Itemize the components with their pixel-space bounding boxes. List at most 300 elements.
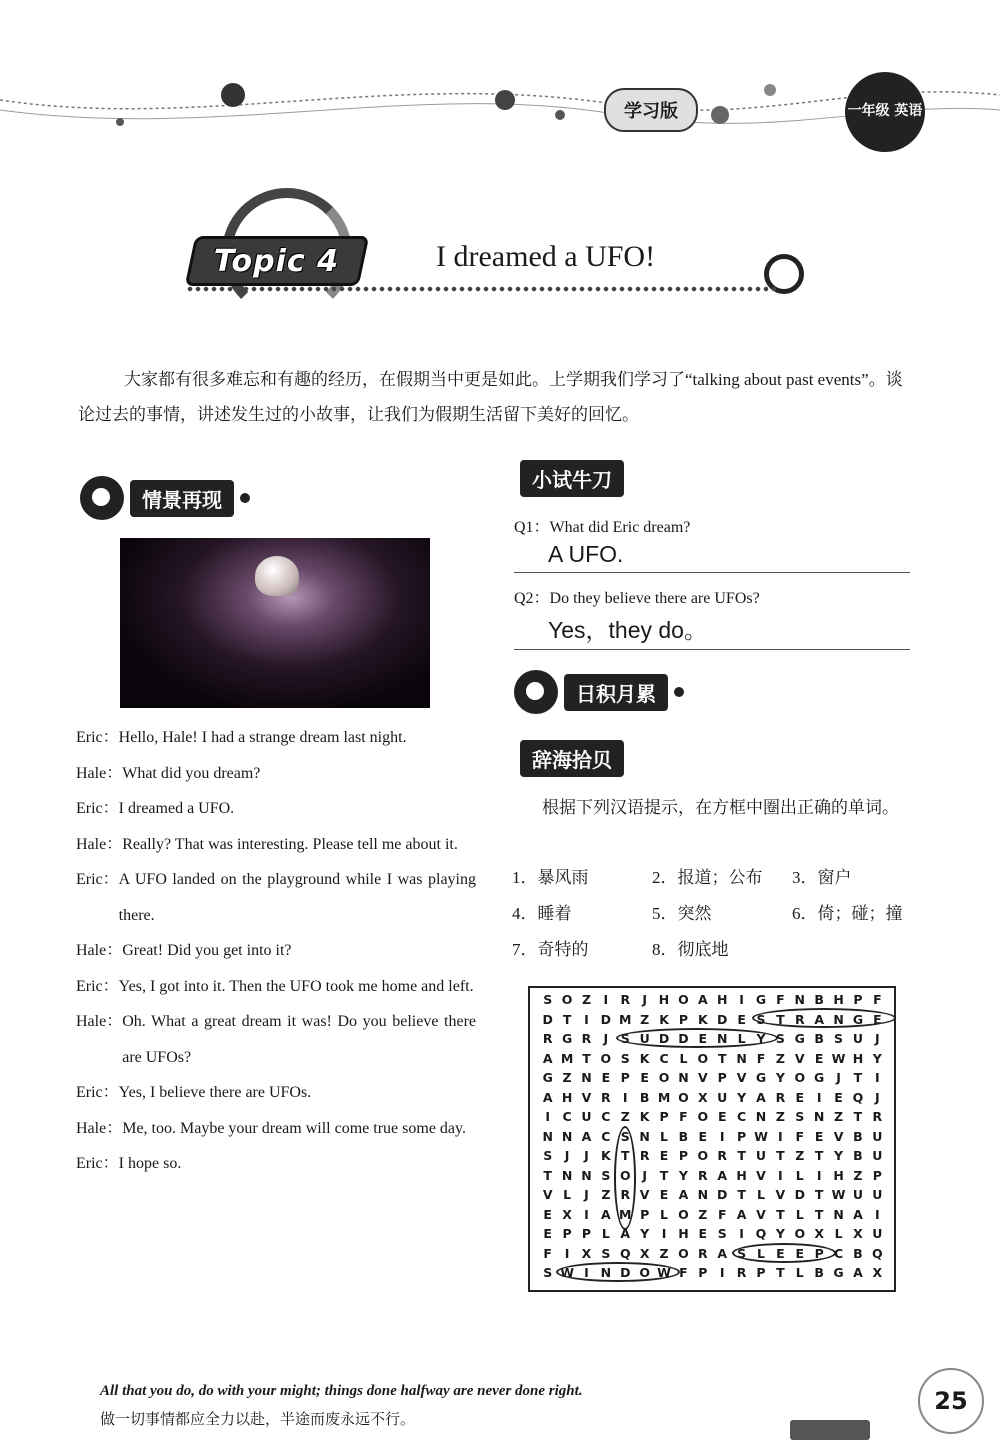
section-vocab-label: 辞海拾贝: [520, 740, 624, 777]
grid-letter: Z: [601, 1187, 611, 1202]
grid-letter: R: [775, 1089, 786, 1105]
grid-letter: L: [795, 1167, 804, 1183]
vocab-item: 2．报道；公布: [652, 868, 763, 887]
grid-letter: Z: [562, 1070, 572, 1085]
dialogue-line: [76, 862, 476, 933]
grid-letter: A: [756, 1089, 766, 1105]
grid-letter: R: [717, 1148, 728, 1163]
grid-letter: P: [678, 1011, 689, 1027]
dialogue-line: [76, 791, 476, 827]
grid-letter: S: [717, 1226, 727, 1241]
question-2: [514, 585, 910, 650]
ufo-icon: [255, 556, 299, 596]
grid-letter: S: [543, 1265, 553, 1280]
grid-letter: I: [875, 1070, 880, 1085]
grid-letter: N: [833, 1206, 844, 1222]
grid-letter: B: [853, 1245, 863, 1261]
grid-letter: U: [852, 1187, 864, 1202]
vocab-list: [512, 860, 912, 968]
grid-letter: I: [739, 1226, 744, 1241]
grid-letter: E: [873, 1011, 882, 1027]
grid-letter: D: [620, 1265, 631, 1280]
grid-letter: R: [698, 1167, 708, 1183]
grid-letter: L: [679, 1050, 688, 1066]
grid-letter: M: [619, 1206, 632, 1222]
grid-letter: F: [543, 1245, 552, 1261]
grid-letter: P: [659, 1109, 669, 1124]
section-icon: [80, 476, 124, 520]
grid-letter: V: [794, 1050, 805, 1066]
grid-letter: I: [778, 1128, 783, 1144]
grid-letter: D: [658, 1031, 670, 1046]
grid-letter: X: [562, 1206, 572, 1222]
grid-letter: K: [639, 1109, 650, 1124]
grid-letter: H: [833, 992, 844, 1007]
topic-dotted-rule: [186, 286, 776, 292]
answer-circle-storm: [614, 1126, 636, 1230]
grid-letter: P: [853, 992, 863, 1007]
grid-letter: T: [814, 1206, 824, 1222]
grid-letter: Y: [872, 1050, 882, 1066]
grid-letter: S: [620, 1128, 630, 1144]
grid-letter: F: [756, 1050, 766, 1066]
footer-tab: [790, 1420, 870, 1440]
grid-letter: A: [853, 1265, 863, 1280]
dialogue-speaker: Eric：: [76, 977, 119, 995]
grid-letter: K: [697, 1011, 708, 1027]
grid-letter: N: [542, 1128, 553, 1144]
grid-letter: F: [679, 1265, 688, 1280]
grid-letter: T: [562, 1011, 572, 1027]
grid-letter: P: [756, 1265, 766, 1280]
grid-letter: I: [622, 1089, 628, 1105]
vocab-item: 7．奇特的: [512, 940, 589, 959]
grid-letter: F: [873, 992, 882, 1007]
grid-letter: E: [795, 1245, 805, 1261]
grid-letter: I: [778, 1167, 783, 1183]
grid-letter: H: [561, 1089, 573, 1105]
grid-letter: O: [639, 1265, 650, 1280]
dialogue-line: [76, 720, 476, 756]
grid-letter: J: [603, 1031, 609, 1046]
grid-letter: B: [853, 1148, 863, 1163]
grid-letter: P: [737, 1128, 747, 1144]
dialogue: [76, 720, 476, 1182]
grid-letter: S: [601, 1245, 611, 1261]
grid-letter: X: [581, 1245, 592, 1261]
vocab-row: [512, 860, 912, 896]
vocab-item: 4．睡着: [512, 904, 572, 923]
grid-letter: S: [756, 1011, 766, 1027]
grid-letter: A: [814, 1011, 824, 1027]
dialogue-speaker: Eric：: [76, 800, 119, 817]
grid-letter: J: [584, 1148, 589, 1163]
grid-row: [538, 1205, 887, 1225]
dialogue-speaker: Eric：: [76, 1155, 119, 1172]
dialogue-line: [76, 827, 476, 863]
grid-letter: H: [658, 992, 670, 1007]
grid-letter: L: [563, 1187, 572, 1202]
grid-letter: P: [678, 1148, 689, 1163]
grid-letter: E: [795, 1089, 805, 1105]
grid-letter: D: [678, 1031, 689, 1046]
dialogue-line: [76, 1146, 476, 1182]
grid-letter: X: [853, 1226, 863, 1241]
grid-letter: J: [642, 992, 647, 1007]
grid-letter: O: [678, 1089, 689, 1105]
grid-letter: R: [639, 1148, 650, 1163]
grid-letter: Z: [853, 1167, 863, 1183]
grid-letter: Y: [775, 1226, 785, 1241]
vocab-item: 6．倚；碰；撞: [792, 904, 903, 923]
vocab-row: [512, 932, 912, 968]
grid-letter: U: [872, 1226, 883, 1241]
grid-letter: Q: [872, 1245, 883, 1261]
dialogue-line: [76, 933, 476, 969]
footer-quote-zh: 做一切事情都应全力以赴，半途而废永远不行。: [100, 1412, 416, 1428]
grid-letter: L: [757, 1245, 765, 1261]
grid-letter: A: [601, 1206, 611, 1222]
grid-letter: L: [737, 1031, 746, 1046]
grid-letter: I: [584, 1265, 589, 1280]
section-practice-header: [514, 460, 624, 497]
grid-letter: O: [678, 1245, 689, 1261]
grid-letter: P: [581, 1226, 592, 1241]
grid-letter: E: [834, 1089, 843, 1105]
topic-label: Topic 4: [214, 243, 340, 279]
grid-letter: L: [795, 1265, 804, 1280]
grid-letter: K: [601, 1148, 611, 1163]
grid-letter: H: [833, 1167, 844, 1183]
grid-letter: P: [814, 1245, 824, 1261]
dialogue-line: [76, 756, 476, 792]
grid-letter: R: [542, 1031, 553, 1046]
grid-letter: P: [562, 1226, 572, 1241]
grid-letter: T: [717, 1050, 727, 1066]
grid-letter: O: [697, 1109, 709, 1124]
grid-letter: H: [716, 992, 728, 1007]
grid-letter: X: [639, 1245, 650, 1261]
grid-letter: Z: [698, 1206, 708, 1222]
grid-letter: N: [678, 1070, 689, 1085]
vocab-item: 8．彻底地: [652, 940, 729, 959]
grid-letter: T: [737, 1148, 746, 1163]
grid-letter: N: [755, 1109, 767, 1124]
grid-letter: I: [719, 1128, 725, 1144]
grid-letter: B: [853, 1128, 863, 1144]
dialogue-speaker: Hale：: [76, 1119, 123, 1137]
grid-letter: T: [814, 1148, 824, 1163]
grid-letter: S: [795, 1109, 805, 1124]
grid-letter: U: [581, 1109, 592, 1124]
dialogue-text: Yes, I got into it. Then the UFO took me home and left.: [118, 977, 474, 995]
grid-letter: Q: [852, 1089, 864, 1105]
grid-letter: Q: [619, 1245, 631, 1261]
answer-circle-window: [556, 1262, 680, 1282]
dialogue-text: Me, too. Maybe your dream will come true some day.: [122, 1119, 466, 1137]
grid-letter: T: [737, 1187, 746, 1202]
grid-letter: U: [872, 1187, 883, 1202]
grid-letter: V: [833, 1128, 844, 1144]
grid-letter: E: [717, 1109, 727, 1124]
section-scene-header: [80, 476, 250, 520]
grid-letter: S: [543, 992, 553, 1007]
grid-letter: I: [584, 1206, 589, 1222]
grid-row: [538, 1127, 887, 1147]
grid-letter: W: [754, 1128, 768, 1144]
grid-letter: O: [678, 1206, 689, 1222]
grid-row: [538, 1049, 887, 1069]
grid-letter: E: [814, 1128, 824, 1144]
grid-letter: T: [659, 1167, 669, 1183]
grid-letter: N: [561, 1128, 573, 1144]
grid-letter: O: [678, 992, 689, 1007]
grid-letter: G: [561, 1031, 573, 1046]
grid-letter: I: [564, 1245, 570, 1261]
dialogue-speaker: Hale：: [76, 835, 123, 853]
section-icon: [514, 670, 558, 714]
vocab-instruction: 根据下列汉语提示，在方框中圈出正确的单词。: [542, 798, 899, 817]
answer-circle-suddenly: [616, 1028, 778, 1048]
question-1: [514, 514, 910, 573]
grid-letter: N: [833, 1011, 844, 1027]
grid-letter: S: [775, 1031, 785, 1046]
dialogue-speaker: Hale：: [76, 1013, 123, 1030]
question-1-text: Q1：What did Eric dream?: [514, 519, 691, 536]
grid-letter: G: [794, 1031, 805, 1046]
grid-letter: A: [542, 1050, 553, 1066]
grid-letter: N: [600, 1265, 612, 1280]
grid-row: [538, 1185, 887, 1205]
grid-letter: N: [697, 1187, 709, 1202]
word-search-grid: [528, 986, 896, 1292]
grid-letter: F: [717, 1206, 727, 1222]
grid-letter: I: [816, 1089, 822, 1105]
grid-row: [538, 1088, 887, 1108]
grid-row: [538, 1107, 887, 1127]
grid-letter: R: [601, 1089, 611, 1105]
grid-letter: O: [794, 1226, 806, 1241]
topic-badge: [185, 236, 370, 286]
grid-letter: C: [659, 1050, 669, 1066]
dialogue-text: Hello, Hale! I had a strange dream last night.: [118, 729, 407, 746]
grid-letter: Z: [795, 1148, 805, 1163]
grid-letter: N: [813, 1109, 825, 1124]
vocab-item: 3．窗户: [792, 868, 852, 887]
grid-letter: L: [601, 1226, 610, 1241]
dialogue-speaker: Hale：: [76, 942, 123, 959]
grid-letter: Y: [640, 1226, 650, 1241]
edition-badge: 学习版: [604, 88, 698, 132]
grid-letter: I: [739, 992, 744, 1007]
grid-letter: A: [697, 992, 708, 1007]
vocab-item: 5．突然: [652, 904, 712, 923]
dialogue-text: Oh. What a great dream it was! Do you believe there are UFOs?: [122, 1013, 476, 1066]
grid-letter: I: [584, 1011, 589, 1027]
grid-letter: J: [875, 1089, 880, 1105]
grid-row: [538, 1146, 887, 1166]
dialogue-text: What did you dream?: [122, 764, 261, 782]
grid-letter: O: [697, 1148, 709, 1163]
grid-letter: Z: [640, 1011, 650, 1027]
dialogue-line: [76, 1004, 476, 1075]
grid-letter: V: [542, 1187, 553, 1202]
grid-letter: Y: [678, 1167, 688, 1183]
section-practice-label: 小试牛刀: [520, 460, 624, 497]
grid-letter: I: [816, 1167, 822, 1183]
grid-letter: G: [755, 1070, 767, 1085]
grid-letter: S: [737, 1245, 747, 1261]
grid-letter: M: [560, 1050, 574, 1066]
grid-letter: A: [853, 1206, 863, 1222]
grid-letter: E: [776, 1245, 785, 1261]
grid-letter: H: [852, 1050, 864, 1066]
grid-letter: L: [757, 1187, 765, 1202]
grid-letter: D: [542, 1011, 553, 1027]
grid-letter: P: [717, 1070, 727, 1085]
grid-letter: C: [601, 1128, 611, 1144]
dialogue-line: [76, 1075, 476, 1111]
page-number: 25: [918, 1368, 984, 1434]
grid-letter: U: [872, 1148, 883, 1163]
vocab-row: [512, 896, 912, 932]
grid-letter: L: [660, 1206, 669, 1222]
grid-letter: Z: [620, 1109, 630, 1124]
grid-letter: D: [794, 1187, 805, 1202]
grid-letter: E: [698, 1031, 708, 1046]
grid-letter: S: [834, 1031, 844, 1046]
grid-letter: N: [561, 1167, 573, 1183]
grid-letter: V: [697, 1070, 708, 1085]
series-logo: 一年级 英语: [845, 72, 925, 152]
footer-quote-en: All that you do, do with your might; things done halfway are never done right.: [100, 1383, 583, 1399]
grid-letter: O: [600, 1050, 612, 1066]
grid-letter: L: [795, 1206, 804, 1222]
grid-letter: Z: [581, 992, 592, 1007]
grid-letter: K: [639, 1050, 650, 1066]
grid-row: [538, 1068, 887, 1088]
grid-letter: D: [600, 1011, 612, 1027]
grid-letter: I: [661, 1226, 667, 1241]
grid-letter: D: [717, 1011, 728, 1027]
grid-letter: V: [581, 1089, 592, 1105]
grid-letter: E: [601, 1070, 611, 1085]
dialogue-text: A UFO landed on the playground while I was playing there.: [118, 871, 476, 924]
grid-letter: G: [755, 992, 767, 1007]
dialogue-line: [76, 969, 476, 1005]
grid-letter: N: [794, 992, 805, 1007]
dialogue-speaker: Hale：: [76, 764, 123, 782]
grid-letter: E: [737, 1011, 746, 1027]
grid-letter: T: [814, 1187, 824, 1202]
grid-letter: X: [872, 1265, 883, 1280]
section-dot-icon: [674, 687, 684, 697]
dialogue-text: I hope so.: [118, 1155, 182, 1172]
section-vocab-header: [514, 740, 624, 777]
grid-letter: A: [736, 1206, 747, 1222]
grid-letter: P: [620, 1070, 630, 1085]
grid-letter: P: [698, 1265, 708, 1280]
grid-letter: C: [601, 1109, 611, 1124]
grid-letter: B: [678, 1128, 689, 1144]
grid-letter: A: [678, 1187, 689, 1202]
grid-letter: J: [564, 1148, 570, 1163]
grid-letter: E: [698, 1128, 708, 1144]
grid-letter: U: [717, 1089, 728, 1105]
grid-letter: P: [640, 1206, 650, 1222]
grid-letter: E: [543, 1206, 552, 1222]
grid-letter: M: [619, 1011, 632, 1027]
grid-letter: T: [543, 1167, 552, 1183]
grid-letter: S: [620, 1031, 630, 1046]
grid-letter: T: [853, 1109, 863, 1124]
grid-letter: X: [698, 1089, 708, 1105]
grid-letter: H: [736, 1167, 747, 1183]
grid-letter: Y: [737, 1089, 747, 1105]
grid-letter: A: [581, 1128, 592, 1144]
grid-letter: T: [776, 1011, 785, 1027]
grid-row: [538, 990, 887, 1010]
grid-letter: Z: [775, 1109, 785, 1124]
grid-letter: W: [831, 1050, 846, 1066]
grid-letter: U: [872, 1128, 883, 1144]
grid-letter: H: [678, 1226, 689, 1241]
dialogue-text: I dreamed a UFO.: [118, 800, 235, 817]
grid-letter: I: [603, 992, 609, 1007]
grid-letter: R: [581, 1031, 592, 1046]
question-2-text: Q2：Do they believe there are UFOs?: [514, 590, 760, 607]
grid-letter: A: [717, 1245, 728, 1261]
section-accumulate-label: 日积月累: [564, 674, 668, 711]
dialogue-line: [76, 1111, 476, 1147]
intro-paragraph: 大家都有很多难忘和有趣的经历，在假期当中更是如此。上学期我们学习了“talking about past events”。谈论过去的事情，讲述发生过的小故事，让我们为假期生活留下美好的回忆。: [78, 370, 903, 424]
grid-letter: V: [736, 1070, 747, 1085]
grid-letter: L: [834, 1226, 843, 1241]
grid-letter: P: [872, 1167, 882, 1183]
grid-letter: Z: [775, 1050, 785, 1066]
grid-letter: B: [814, 992, 824, 1007]
grid-letter: J: [584, 1187, 589, 1202]
grid-letter: O: [658, 1070, 670, 1085]
grid-letter: W: [831, 1187, 846, 1202]
dialogue-speaker: Eric：: [76, 871, 119, 888]
grid-letter: R: [736, 1265, 747, 1280]
answer-circle-strange: [752, 1008, 896, 1028]
grid-letter: R: [698, 1245, 708, 1261]
section-dot-icon: [240, 493, 250, 503]
grid-letter: S: [543, 1148, 553, 1163]
grid-letter: N: [581, 1167, 592, 1183]
grid-letter: N: [581, 1070, 592, 1085]
grid-letter: U: [852, 1031, 864, 1046]
grid-letter: E: [698, 1226, 708, 1241]
grid-letter: V: [639, 1187, 650, 1202]
grid-letter: F: [795, 1128, 805, 1144]
grid-letter: A: [542, 1089, 553, 1105]
answer-circle-sleep: [732, 1243, 836, 1263]
grid-letter: G: [542, 1070, 553, 1085]
grid-letter: F: [776, 992, 785, 1007]
grid-letter: I: [545, 1109, 551, 1124]
grid-letter: S: [620, 1050, 630, 1066]
grid-letter: T: [776, 1265, 785, 1280]
grid-letter: E: [659, 1187, 669, 1202]
grid-letter: A: [717, 1167, 728, 1183]
grid-letter: V: [756, 1167, 766, 1183]
grid-letter: Z: [834, 1109, 844, 1124]
grid-letter: N: [736, 1050, 747, 1066]
grid-letter: C: [737, 1109, 747, 1124]
